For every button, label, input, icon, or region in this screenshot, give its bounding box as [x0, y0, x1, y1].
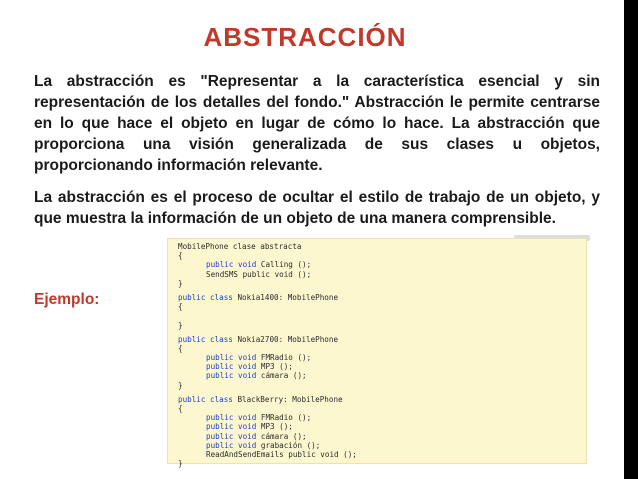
code-brace: { [178, 343, 183, 353]
code-text: FMRadio (); [256, 353, 312, 363]
code-brace: { [178, 302, 183, 312]
code-line [178, 311, 586, 320]
code-line [178, 344, 586, 353]
code-text: Nokia1400: MobilePhone [232, 292, 339, 302]
example-label: Ejemplo: [34, 291, 100, 308]
right-edge-stripe [624, 0, 638, 479]
code-text: MobilePhone clase abstracta [178, 242, 302, 251]
code-line [178, 422, 586, 431]
code-keyword: public void [206, 353, 257, 363]
code-keyword: public void [206, 413, 257, 423]
code-line [178, 395, 586, 404]
code-line [178, 450, 586, 459]
code-keyword: public void [206, 422, 257, 432]
code-keyword: public class [178, 292, 233, 302]
code-text: ReadAndSendEmails public void (); [206, 449, 357, 459]
code-line [178, 335, 586, 344]
code-keyword: public void [206, 371, 257, 381]
code-brace: } [178, 278, 183, 288]
code-text: cámara (); [256, 431, 307, 441]
code-line [178, 404, 586, 413]
code-line [178, 353, 586, 362]
code-brace: { [178, 251, 183, 261]
code-line [178, 441, 586, 450]
code-line [178, 242, 586, 251]
paragraph-definition: La abstracción es "Representar a la característica esencial y sin representación de los detalles del fondo." Abstracción le permite centrarse en lo que hace el objeto en lugar de cómo lo hace. La abstracción que proporciona una visión generalizada de sus clases u objetos, proporcionando información relevante. [34, 73, 600, 174]
code-text: grabación (); [256, 440, 321, 450]
code-text: Nokia2700: MobilePhone [232, 334, 339, 344]
code-line [178, 381, 586, 390]
code-keyword: public void [206, 431, 257, 441]
code-text: FMRadio (); [256, 413, 312, 423]
slide-title: ABSTRACCIÓN [203, 22, 407, 52]
paragraph-process: La abstracción es el proceso de ocultar el estilo de trabajo de un objeto, y que muestra la información de un objeto de una manera comprensible. [34, 189, 600, 227]
code-keyword: public void [206, 362, 257, 372]
code-keyword: public class [178, 334, 233, 344]
code-text: BlackBerry: MobilePhone [232, 394, 343, 404]
code-brace: { [178, 404, 183, 413]
code-keyword: public void [206, 440, 257, 450]
code-text: SendSMS public void (); [206, 269, 312, 279]
code-example [167, 238, 587, 469]
code-line [178, 413, 586, 422]
code-line [178, 270, 586, 279]
code-keyword: public class [178, 394, 233, 404]
code-line [178, 432, 586, 441]
code-brace: } [178, 459, 183, 469]
code-line [178, 293, 586, 302]
code-line [178, 321, 586, 330]
code-line [178, 251, 586, 260]
code-line [178, 260, 586, 269]
code-text: MP3 (); [256, 422, 293, 432]
code-line [178, 362, 586, 371]
code-text: Calling (); [256, 260, 312, 270]
code-brace: } [178, 320, 183, 330]
code-line [178, 279, 586, 288]
code-text: cámara (); [256, 371, 307, 381]
code-text: MP3 (); [256, 362, 293, 372]
code-line [178, 459, 586, 468]
code-line [178, 302, 586, 311]
code-keyword: public void [206, 260, 257, 270]
code-brace: } [178, 380, 183, 390]
code-line [178, 371, 586, 380]
